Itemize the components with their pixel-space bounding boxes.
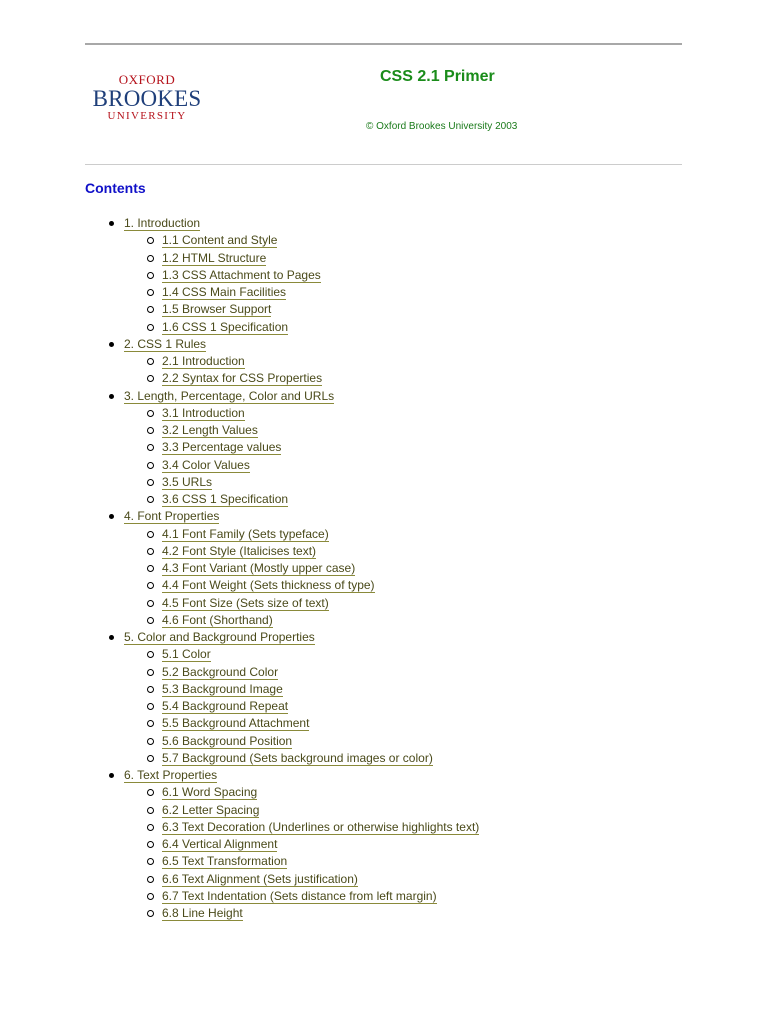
toc-subsection xyxy=(124,646,479,663)
toc-subsection xyxy=(124,698,479,715)
toc-subsection xyxy=(124,267,479,284)
toc-section-link[interactable]: 5. Color and Background Properties xyxy=(124,630,315,644)
toc-subsection xyxy=(124,439,479,456)
bullet-circle-icon xyxy=(147,669,154,676)
bullet-circle-icon xyxy=(147,617,154,624)
toc-subsection xyxy=(124,491,479,508)
bullet-circle-icon xyxy=(147,858,154,865)
toc-subsection-link[interactable]: 4.3 Font Variant (Mostly upper case) xyxy=(162,561,356,575)
toc-subsection xyxy=(124,526,479,543)
toc-subsection-link[interactable]: 5.1 Color xyxy=(162,647,211,662)
toc-subsection-link[interactable]: 4.5 Font Size (Sets size of text) xyxy=(162,595,329,610)
logo-line-university: UNIVERSITY xyxy=(107,110,187,122)
toc-subsection-link[interactable]: 3.1 Introduction xyxy=(162,405,245,420)
bullet-circle-icon xyxy=(147,306,154,313)
toc-subsection-link[interactable]: 6.2 Letter Spacing xyxy=(162,802,260,817)
bullet-disc-icon xyxy=(109,635,114,640)
toc-subsection-link[interactable]: 5.7 Background (Sets background images or color) xyxy=(162,750,433,765)
logo-line-oxford: OXFORD xyxy=(118,72,176,87)
toc-subsection-link[interactable]: 3.4 Color Values xyxy=(162,457,250,472)
logo-line-brookes: BROOKES xyxy=(92,86,202,111)
contents-heading: Contents xyxy=(85,180,146,196)
page-title: CSS 2.1 Primer xyxy=(380,68,495,85)
toc-section-link[interactable]: 4. Font Properties xyxy=(124,509,220,524)
bullet-circle-icon xyxy=(147,427,154,434)
bullet-circle-icon xyxy=(147,444,154,451)
toc-subsection xyxy=(124,232,479,249)
toc-subsection-link[interactable]: 3.2 Length Values xyxy=(162,423,258,437)
toc-section xyxy=(106,215,479,336)
toc-subsection-link[interactable]: 1.1 Content and Style xyxy=(162,233,278,248)
toc-subsection xyxy=(124,474,479,491)
bullet-circle-icon xyxy=(147,462,154,469)
toc-subsection-list xyxy=(124,353,479,388)
toc-subsection-link[interactable]: 6.3 Text Decoration (Underlines or otherwise highlights text) xyxy=(162,819,480,834)
toc-subsection-link[interactable]: 1.6 CSS 1 Specification xyxy=(162,319,289,334)
toc-section xyxy=(106,388,479,509)
toc-subsection-link[interactable]: 4.6 Font (Shorthand) xyxy=(162,612,273,627)
bullet-circle-icon xyxy=(147,565,154,572)
toc-subsection-link[interactable]: 5.2 Background Color xyxy=(162,664,279,679)
bullet-circle-icon xyxy=(147,531,154,538)
bullet-circle-icon xyxy=(147,720,154,727)
bullet-circle-icon xyxy=(147,600,154,607)
toc-subsection xyxy=(124,353,479,370)
toc-subsection-link[interactable]: 6.4 Vertical Alignment xyxy=(162,837,278,851)
toc-subsection-list xyxy=(124,405,479,509)
bullet-circle-icon xyxy=(147,358,154,365)
toc-subsection xyxy=(124,905,479,922)
toc-subsection xyxy=(124,871,479,888)
bullet-circle-icon xyxy=(147,755,154,762)
toc-subsection xyxy=(124,733,479,750)
toc-subsection xyxy=(124,784,479,801)
table-of-contents xyxy=(106,215,479,922)
toc-subsection-link[interactable]: 3.5 URLs xyxy=(162,474,213,489)
bullet-circle-icon xyxy=(147,237,154,244)
bullet-disc-icon xyxy=(109,773,114,778)
toc-subsection-link[interactable]: 6.1 Word Spacing xyxy=(162,785,258,800)
bullet-circle-icon xyxy=(147,582,154,589)
toc-subsection-link[interactable]: 5.6 Background Position xyxy=(162,733,293,748)
toc-section xyxy=(106,767,479,922)
toc-subsection-link[interactable]: 1.4 CSS Main Facilities xyxy=(162,285,287,299)
top-divider xyxy=(85,43,682,45)
bullet-circle-icon xyxy=(147,496,154,503)
toc-subsection xyxy=(124,457,479,474)
toc-subsection-list xyxy=(124,784,479,922)
bullet-circle-icon xyxy=(147,548,154,555)
bullet-circle-icon xyxy=(147,255,154,262)
bullet-circle-icon xyxy=(147,910,154,917)
toc-section-link[interactable]: 2. CSS 1 Rules xyxy=(124,336,207,351)
toc-subsection-link[interactable]: 6.7 Text Indentation (Sets distance from left margin) xyxy=(162,888,437,903)
toc-section-link[interactable]: 3. Length, Percentage, Color and URLs xyxy=(124,388,335,403)
toc-subsection-link[interactable]: 4.4 Font Weight (Sets thickness of type) xyxy=(162,578,375,593)
toc-section xyxy=(106,508,479,629)
toc-subsection xyxy=(124,750,479,767)
toc-subsection xyxy=(124,853,479,870)
bullet-circle-icon xyxy=(147,824,154,831)
toc-subsection-link[interactable]: 1.2 HTML Structure xyxy=(162,250,267,265)
bullet-circle-icon xyxy=(147,738,154,745)
toc-section xyxy=(106,336,479,388)
toc-subsection xyxy=(124,560,479,577)
bullet-disc-icon xyxy=(109,221,114,226)
bullet-circle-icon xyxy=(147,289,154,296)
header-divider xyxy=(85,164,682,165)
toc-subsection-link[interactable]: 2.2 Syntax for CSS Properties xyxy=(162,371,323,386)
toc-subsection-link[interactable]: 3.3 Percentage values xyxy=(162,440,282,455)
toc-subsection-link[interactable]: 4.1 Font Family (Sets typeface) xyxy=(162,526,329,541)
bullet-circle-icon xyxy=(147,893,154,900)
bullet-circle-icon xyxy=(147,410,154,417)
bullet-circle-icon xyxy=(147,651,154,658)
toc-subsection xyxy=(124,577,479,594)
toc-subsection xyxy=(124,370,479,387)
bullet-circle-icon xyxy=(147,807,154,814)
toc-subsection xyxy=(124,595,479,612)
toc-subsection xyxy=(124,888,479,905)
toc-subsection xyxy=(124,664,479,681)
toc-subsection xyxy=(124,250,479,267)
bullet-circle-icon xyxy=(147,703,154,710)
toc-subsection-link[interactable]: 5.3 Background Image xyxy=(162,681,283,696)
bullet-circle-icon xyxy=(147,876,154,883)
toc-subsection-link[interactable]: 3.6 CSS 1 Specification xyxy=(162,492,289,506)
bullet-circle-icon xyxy=(147,375,154,382)
bullet-circle-icon xyxy=(147,789,154,796)
toc-subsection xyxy=(124,819,479,836)
toc-subsection-list xyxy=(124,526,479,630)
toc-subsection xyxy=(124,836,479,853)
toc-subsection xyxy=(124,422,479,439)
toc-subsection xyxy=(124,802,479,819)
toc-subsection xyxy=(124,405,479,422)
toc-subsection xyxy=(124,301,479,318)
bullet-disc-icon xyxy=(109,342,114,347)
toc-section-link[interactable]: 1. Introduction xyxy=(124,216,201,230)
toc-subsection-link[interactable]: 2.1 Introduction xyxy=(162,354,245,368)
bullet-circle-icon xyxy=(147,272,154,279)
toc-subsection-link[interactable]: 4.2 Font Style (Italicises text) xyxy=(162,543,317,558)
toc-subsection xyxy=(124,543,479,560)
oxford-brookes-logo xyxy=(92,73,202,122)
bullet-circle-icon xyxy=(147,324,154,331)
toc-subsection xyxy=(124,284,479,301)
toc-subsection-link[interactable]: 1.5 Browser Support xyxy=(162,302,272,317)
toc-subsection-list xyxy=(124,646,479,767)
bullet-circle-icon xyxy=(147,841,154,848)
toc-subsection xyxy=(124,319,479,336)
toc-subsection-link[interactable]: 5.5 Background Attachment xyxy=(162,716,310,731)
toc-subsection xyxy=(124,715,479,732)
toc-subsection xyxy=(124,612,479,629)
toc-section xyxy=(106,629,479,767)
toc-subsection-link[interactable]: 6.8 Line Height xyxy=(162,906,243,920)
toc-subsection-link[interactable]: 6.6 Text Alignment (Sets justification) xyxy=(162,871,358,886)
toc-section-link[interactable]: 6. Text Properties xyxy=(124,768,218,782)
toc-subsection-link[interactable]: 1.3 CSS Attachment to Pages xyxy=(162,267,321,282)
toc-subsection-link[interactable]: 5.4 Background Repeat xyxy=(162,699,289,713)
bullet-circle-icon xyxy=(147,479,154,486)
copyright-notice: © Oxford Brookes University 2003 xyxy=(366,121,518,132)
bullet-circle-icon xyxy=(147,686,154,693)
bullet-disc-icon xyxy=(109,514,114,519)
toc-subsection xyxy=(124,681,479,698)
toc-subsection-link[interactable]: 6.5 Text Transformation xyxy=(162,854,288,869)
bullet-disc-icon xyxy=(109,394,114,399)
toc-subsection-list xyxy=(124,232,479,336)
